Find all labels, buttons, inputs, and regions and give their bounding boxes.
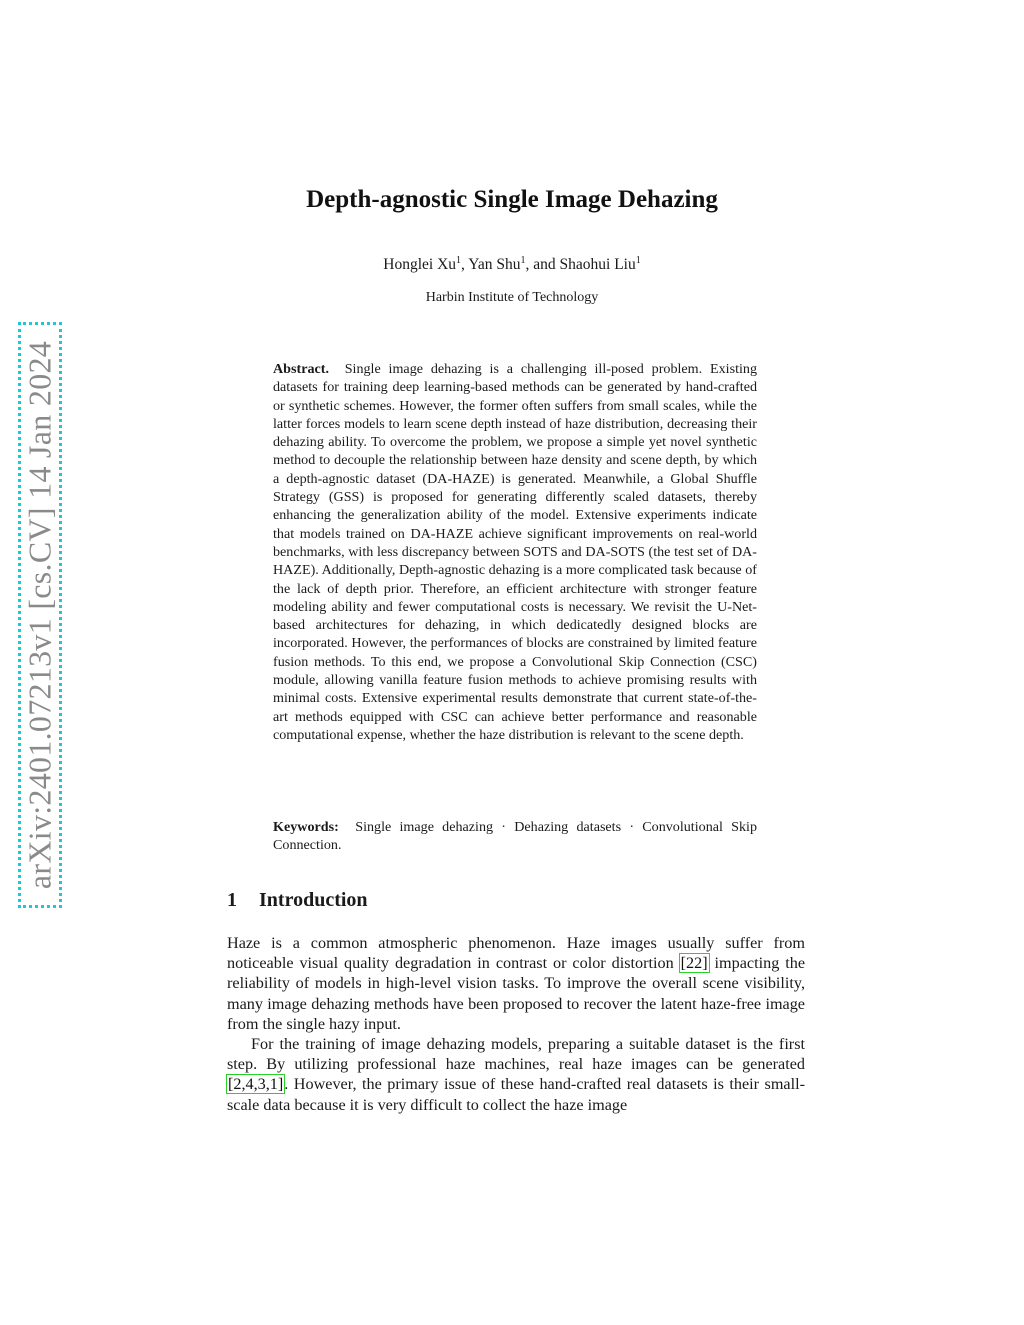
author-separator: , and — [525, 256, 560, 274]
author-name: Shaohui Liu — [559, 256, 636, 274]
author-list — [0, 255, 1024, 274]
section-number: 1 — [227, 889, 237, 911]
section-heading — [227, 889, 368, 912]
paper-title: Depth-agnostic Single Image Dehazing — [306, 186, 718, 213]
author-name: Yan Shu — [468, 256, 521, 274]
paragraph-text: impacting the reliability of models in high-level vision tasks. To improve the overall scene visibility, many image dehazing methods have been proposed to recover the latent haze-free image from the single hazy input. — [227, 954, 805, 1033]
keywords-text: Single image dehazing · Dehazing datasets · Convolutional Skip Connection. — [273, 819, 757, 854]
paragraph-text: . However, the primary issue of these hand-crafted real datasets is their small-scale data because it is very difficult to collect the haze image — [227, 1075, 805, 1114]
paragraph-text: Haze is a common atmospheric phenomenon. Haze images usually suffer from noticeable visual quality degradation in contrast or color distortion — [227, 934, 805, 973]
paragraph-text: For the training of image dehazing models, preparing a suitable dataset is the first step. By utilizing professional haze machines, real haze images can be generated — [227, 1035, 805, 1074]
author-name: Honglei Xu — [383, 256, 457, 274]
citation-link[interactable]: [22] — [680, 954, 708, 973]
paragraph — [227, 1034, 805, 1115]
author-affiliation-mark: 1 — [520, 255, 526, 266]
author-affiliation-mark: 1 — [456, 255, 462, 266]
affiliation: Harbin Institute of Technology — [425, 290, 599, 305]
keywords — [273, 818, 757, 855]
abstract-text: Single image dehazing is a challenging ill-posed problem. Existing datasets for training deep learning-based methods can be generated by hand-crafted or synthetic schemes. However, the former often suffers from small scales, while the latter forces models to learn scene depth instead of haze distribution, decreasing their dehazing ability. To overcome the problem, we propose a simple yet novel synthetic method to decouple the relationship between haze density and scene depth, by which a depth-agnostic dataset (DA-HAZE) is generated. Meanwhile, a Global Shuffle Strategy (GSS) is proposed for generating differently scaled datasets, thereby enhancing the generalization ability of the model. Extensive experiments indicate that models trained on DA-HAZE achieve significant improvements on real-world benchmarks, with less discrepancy between SOTS and DA-SOTS (the test set of DA-HAZE). Additionally, Depth-agnostic dehazing is a more complicated task because of the lack of depth prior. Therefore, an efficient architecture with stronger feature modeling ability and fewer computational costs is necessary. We revisit the U-Net-based architectures for dehazing, in which dedicatedly designed blocks are incorporated. However, the performances of blocks are constrained by limited feature fusion methods. To this end, we propose a Convolutional Skip Connection (CSC) module, allowing vanilla feature fusion methods to achieve promising results with minimal costs. Extensive experimental results demonstrate that current state-of-the-art methods equipped with CSC can achieve better performance and reasonable computational expense, whether the haze distribution is relevant to the scene depth. — [273, 361, 757, 743]
keywords-label: Keywords: — [273, 819, 339, 835]
section-title: Introduction — [259, 889, 368, 911]
abstract-label: Abstract. — [273, 361, 329, 377]
abstract — [273, 360, 757, 744]
author-affiliation-mark: 1 — [635, 255, 641, 266]
introduction-body — [227, 933, 805, 1115]
paragraph — [227, 933, 805, 1034]
arxiv-stamp[interactable] — [18, 322, 62, 908]
author-separator: , — [461, 256, 469, 274]
citation-link[interactable]: [2,4,3,1] — [228, 1075, 284, 1094]
arxiv-identifier: arXiv:2401.07213v1 [cs.CV] 14 Jan 2024 — [21, 340, 58, 890]
